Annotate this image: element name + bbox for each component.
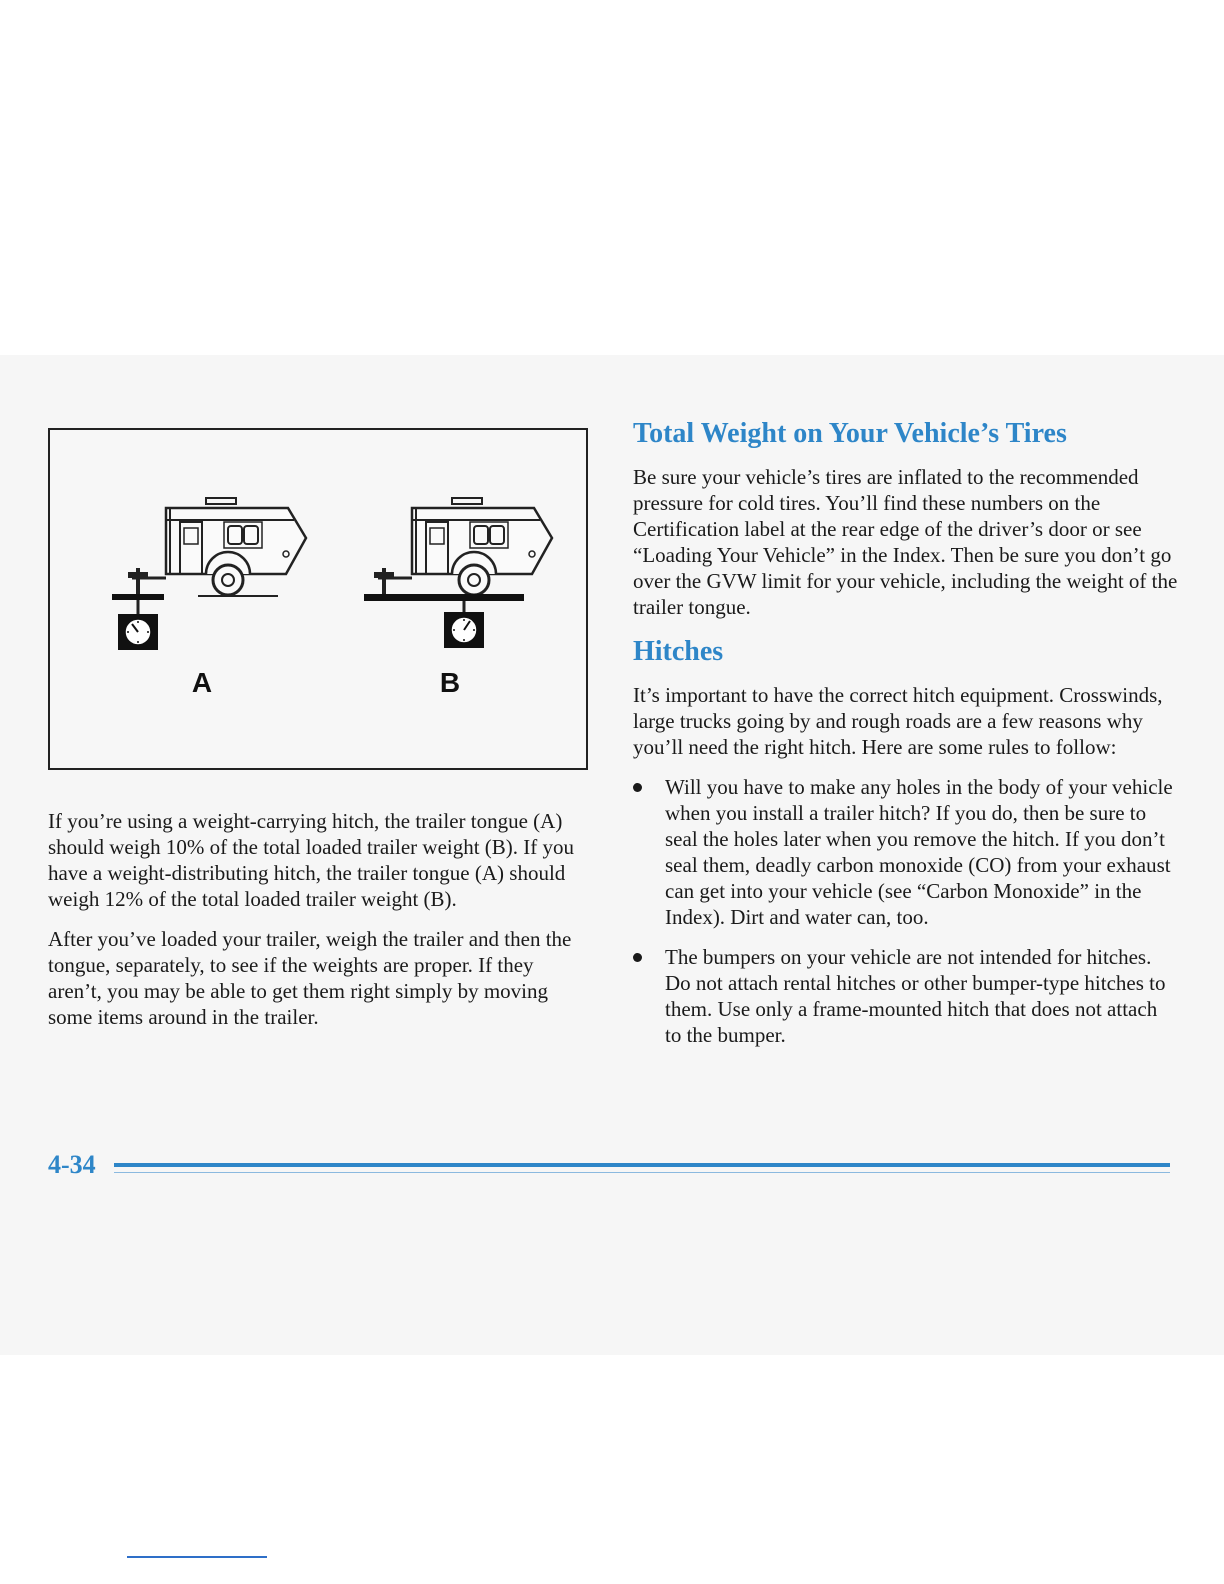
tire-pressure-paragraph: Be sure your vehicle’s tires are inflated to the recommended pressure for cold tires. You’ll find these numbers on the Certification label at the rear edge of the driver’s door or see “Loading Your Vehicle” in the Index. Then be sure you don’t go over the GVW limit for your vehicle, including the weight of the trailer tongue. xyxy=(633,465,1178,619)
trailer-weight-figure xyxy=(48,428,588,770)
right-column xyxy=(633,416,1178,1062)
trailer-weight-illustration xyxy=(50,430,586,768)
bullet-icon xyxy=(633,783,642,792)
hitch-equipment-paragraph: It’s important to have the correct hitch equipment. Crosswinds, large trucks going by and rough roads are a few reasons why you’ll need the right hitch. Here are some rules to follow: xyxy=(633,683,1163,759)
bullet-icon xyxy=(633,953,642,962)
figure-label-b: B xyxy=(439,667,461,698)
figure-label-a: A xyxy=(191,667,213,698)
footer-rule-thin xyxy=(114,1172,1170,1173)
left-column xyxy=(48,808,588,1044)
heading-total-weight: Total Weight on Your Vehicle’s Tires xyxy=(633,418,1067,449)
heading-hitches: Hitches xyxy=(633,636,724,667)
trailer-b-drawing xyxy=(364,498,552,648)
hitch-rules-list xyxy=(633,774,1178,1048)
footer-rule xyxy=(114,1163,1170,1167)
list-item-text: Will you have to make any holes in the body of your vehicle when you install a trailer hitch? If you do, then be sure to seal the holes later when you remove the hitch. If you don’t seal them, deadly carbon monoxide (CO) from your exhaust can get into your vehicle (see “Carbon Monoxide” in the Index). Dirt and water can, too. xyxy=(665,775,1173,929)
page-footer xyxy=(48,1150,1172,1190)
bottom-underline xyxy=(127,1556,267,1558)
weight-carrying-hitch-paragraph: If you’re using a weight-carrying hitch, the trailer tongue (A) should weigh 10% of the total loaded trailer weight (B). If you have a weight-distributing hitch, the trailer tongue (A) should weigh 12% of the total loaded trailer weight (B). xyxy=(48,809,575,911)
list-item xyxy=(633,944,1178,1048)
list-item-text: The bumpers on your vehicle are not intended for hitches. Do not attach rental hitches or other bumper-type hitches to them. Use only a frame-mounted hitch that does not attach to the bumper. xyxy=(665,945,1166,1047)
page-number: 4-34 xyxy=(48,1150,96,1179)
loading-trailer-paragraph: After you’ve loaded your trailer, weigh the trailer and then the tongue, separately, to see if the weights are proper. If they aren’t, you may be able to get them right simply by moving some items around in the trailer. xyxy=(48,927,572,1029)
list-item xyxy=(633,774,1178,930)
trailer-a-drawing xyxy=(112,498,306,650)
